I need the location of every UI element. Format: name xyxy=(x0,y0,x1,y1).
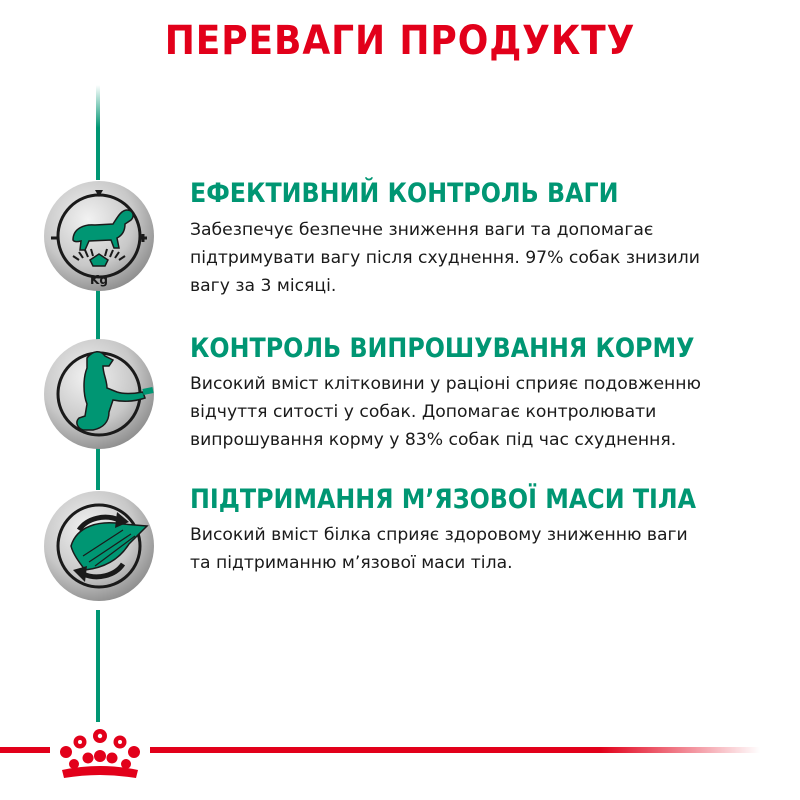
benefit-line: Високий вміст білка сприяє здоровому зниженню ваги xyxy=(190,525,688,545)
page-title: ПЕРЕВАГИ ПРОДУКТУ xyxy=(164,18,636,64)
benefit-title-begging-control: КОНТРОЛЬ ВИПРОШУВАННЯ КОРМУ xyxy=(190,333,695,364)
muscle-arrows-icon xyxy=(43,490,155,602)
benefit-text-begging-control xyxy=(190,370,780,454)
timeline-line-segment-1 xyxy=(96,290,100,340)
benefit-title-muscle-mass: ПІДТРИМАННЯ М’ЯЗОВОЇ МАСИ ТІЛА xyxy=(190,484,697,515)
dog-scale-weight-icon xyxy=(43,180,155,292)
benefit-line: відчуття ситості у собак. Допомагає контролювати xyxy=(190,402,657,422)
timeline-line-top xyxy=(96,85,100,180)
benefit-text-muscle-mass xyxy=(190,521,780,577)
benefit-line: Високий вміст клітковини у раціоні сприяє подовженню xyxy=(190,374,701,394)
benefit-title-weight-control: ЕФЕКТИВНИЙ КОНТРОЛЬ ВАГИ xyxy=(190,178,619,209)
timeline-line-segment-2 xyxy=(96,447,100,490)
kg-label: Kg xyxy=(90,273,108,287)
benefit-line: та підтриманню м’язової маси тіла. xyxy=(190,553,513,573)
begging-dog-icon xyxy=(43,338,155,450)
benefit-line: вагу за 3 місяці. xyxy=(190,276,337,296)
benefit-text-weight-control xyxy=(190,216,780,300)
benefit-line: Забезпечує безпечне зниження ваги та допомагає xyxy=(190,220,654,240)
benefit-line: підтримувати вагу після схуднення. 97% собак знизили xyxy=(190,248,700,268)
royal-crown-logo-icon xyxy=(50,722,150,784)
benefit-line: випрошування корму у 83% собак під час схуднення. xyxy=(190,430,677,450)
